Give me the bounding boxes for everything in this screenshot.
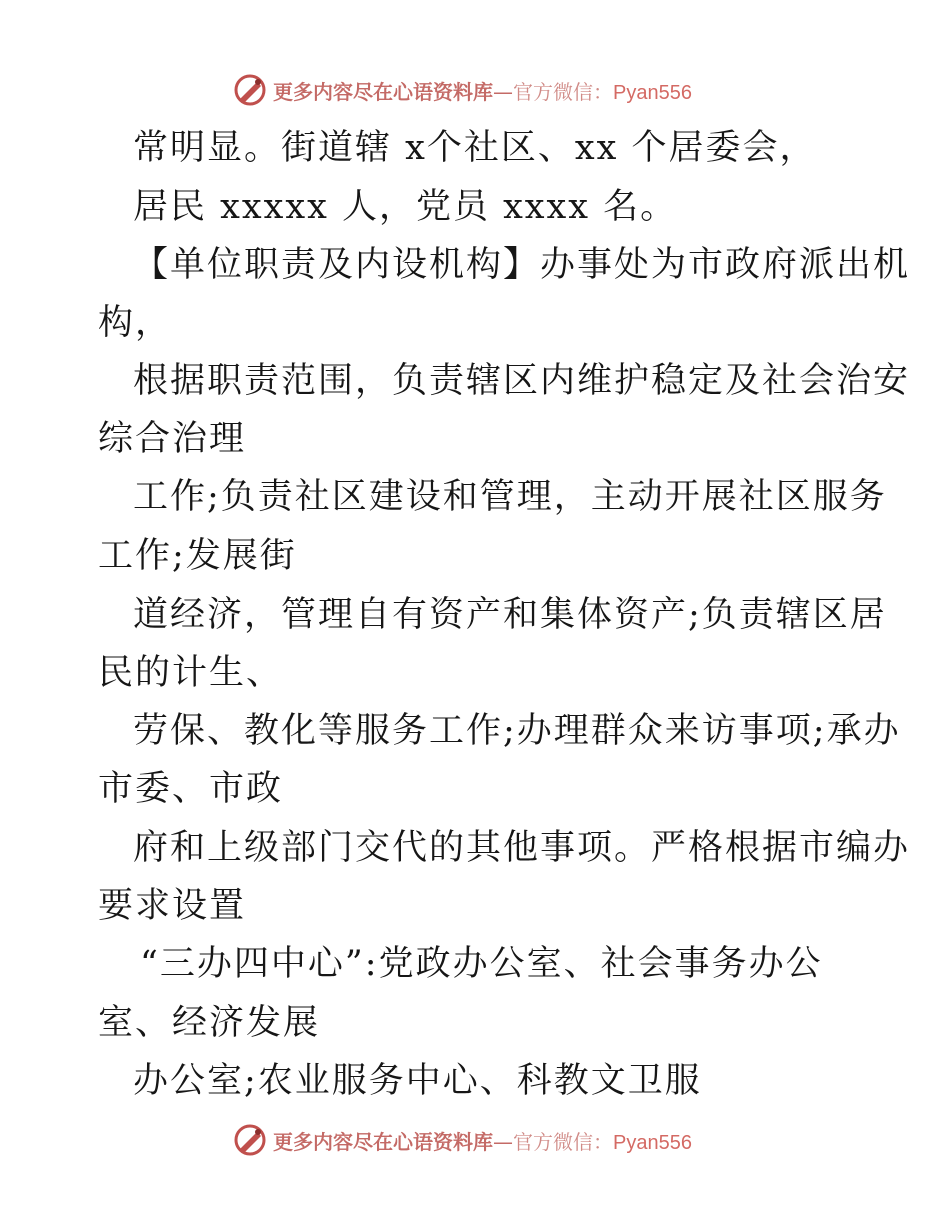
body-line-11: 劳保、教化等服务工作;办理群众来访事项;承办 <box>133 711 901 751</box>
body-line-5: 根据职责范围，负责辖区内维护稳定及社会治安 <box>133 361 911 401</box>
banner-dash: — <box>493 1129 513 1154</box>
banner-wechat-label: 官方微信： <box>513 79 613 104</box>
pen-circle-logo-icon <box>233 73 267 107</box>
body-line-8: 工作;发展街 <box>98 536 297 576</box>
banner-chinese-text: 更多内容尽在心语资料库 <box>273 1129 493 1154</box>
body-line-2: 居民 xxxxx 人，党员 xxxx 名。 <box>133 187 678 227</box>
body-line-4: 构， <box>98 303 173 343</box>
body-line-7: 工作;负责社区建设和管理，主动开展社区服务 <box>133 477 887 517</box>
body-line-13: 府和上级部门交代的其他事项。严格根据市编办 <box>133 828 911 868</box>
body-line-17: 办公室;农业服务中心、科教文卫服 <box>133 1061 702 1101</box>
body-line-1: 常明显。街道辖 x个社区、xx 个居委会， <box>133 128 817 168</box>
header-banner <box>233 72 753 108</box>
body-line-10: 民的计生、 <box>98 653 284 693</box>
body-line-9: 道经济，管理自有资产和集体资产;负责辖区居 <box>133 595 887 635</box>
pen-circle-logo-icon <box>233 1123 267 1157</box>
banner-text <box>273 1126 692 1155</box>
banner-wechat-id: Pyan556 <box>613 81 692 104</box>
banner-dash: — <box>493 79 513 104</box>
banner-text <box>273 76 692 105</box>
footer-banner <box>233 1122 753 1158</box>
banner-chinese-text: 更多内容尽在心语资料库 <box>273 79 493 104</box>
body-line-6: 综合治理 <box>98 419 247 459</box>
banner-wechat-id: Pyan556 <box>613 1131 692 1154</box>
banner-wechat-label: 官方微信： <box>513 1129 613 1154</box>
body-line-14: 要求设置 <box>98 886 247 926</box>
body-line-15: “三办四中心”:党政办公室、社会事务办公 <box>140 944 823 984</box>
body-line-3: 【单位职责及内设机构】办事处为市政府派出机 <box>133 245 911 285</box>
body-line-16: 室、经济发展 <box>98 1003 321 1043</box>
body-line-12: 市委、市政 <box>98 769 284 809</box>
